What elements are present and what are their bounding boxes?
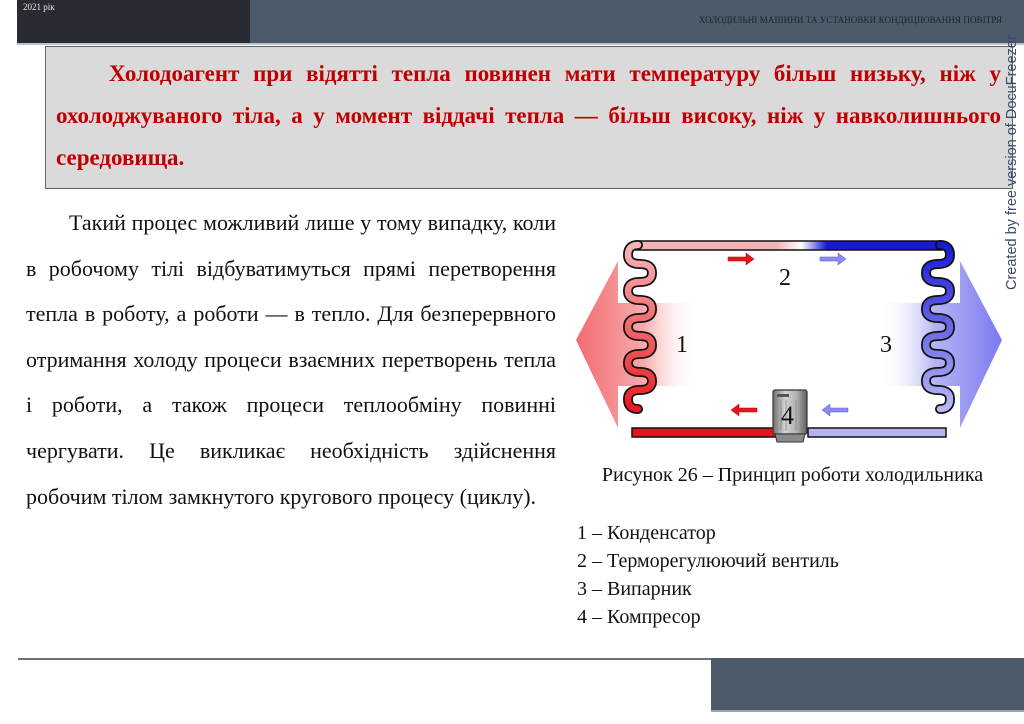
figure-caption: Рисунок 26 – Принцип роботи холодильника (601, 464, 984, 486)
footer-block (711, 658, 1024, 711)
footer-block-edge (711, 710, 1024, 712)
header-year-block (17, 0, 250, 43)
label-evaporator: 3 (880, 332, 892, 358)
header-title: ХОЛОДИЛЬНІ МАШИНИ ТА УСТАНОВКИ КОНДИЦІЮВАННЯ ПОВІТРЯ (698, 15, 1002, 25)
label-valve: 2 (779, 265, 791, 291)
legend-item-valve: 2 – Терморегулюючий вентиль (577, 550, 839, 572)
callout-text: Холодоагент при відятті тепла повинен мати температуру більш низьку, ніж у охолоджуваного тіла, а у момент віддачі тепла — більш високу, ніж у навколишнього середовища. (56, 61, 1001, 170)
label-condenser: 1 (676, 332, 688, 358)
watermark-text: Created by free version of DocuFreezer (1004, 35, 1020, 290)
legend-item-condenser: 1 – Конденсатор (577, 522, 716, 544)
flow-arrow-bottom-left (731, 404, 757, 416)
header-divider (17, 43, 1024, 45)
body-paragraph: Такий процес можливий лише у тому випадку, коли в робочому тілі відбуватимуться прямі перетворення тепла в роботу, а роботи — в тепло. Для безперервного отримання холоду процеси взаємних перетворень тепла і роботи, а також процеси теплообміну повинні чергувати. Це викликає необхідність здійснення робочим тілом замкнутого кругового процесу (циклу). (26, 210, 556, 509)
flow-arrow-top-right (820, 253, 846, 265)
legend-item-evaporator: 3 – Випарник (577, 578, 692, 600)
header-year: 2021 рік (23, 2, 55, 12)
legend-item-compressor: 4 – Компресор (577, 606, 701, 628)
highlight-callout (45, 46, 1013, 189)
refrigerator-cycle-diagram (576, 228, 1002, 450)
figure-legend (577, 519, 839, 631)
flow-arrow-top-left (728, 253, 754, 265)
footer-divider (18, 658, 713, 660)
label-compressor: 4 (781, 401, 794, 430)
flow-arrow-bottom-right (822, 404, 848, 416)
header-title-block (250, 0, 1024, 43)
